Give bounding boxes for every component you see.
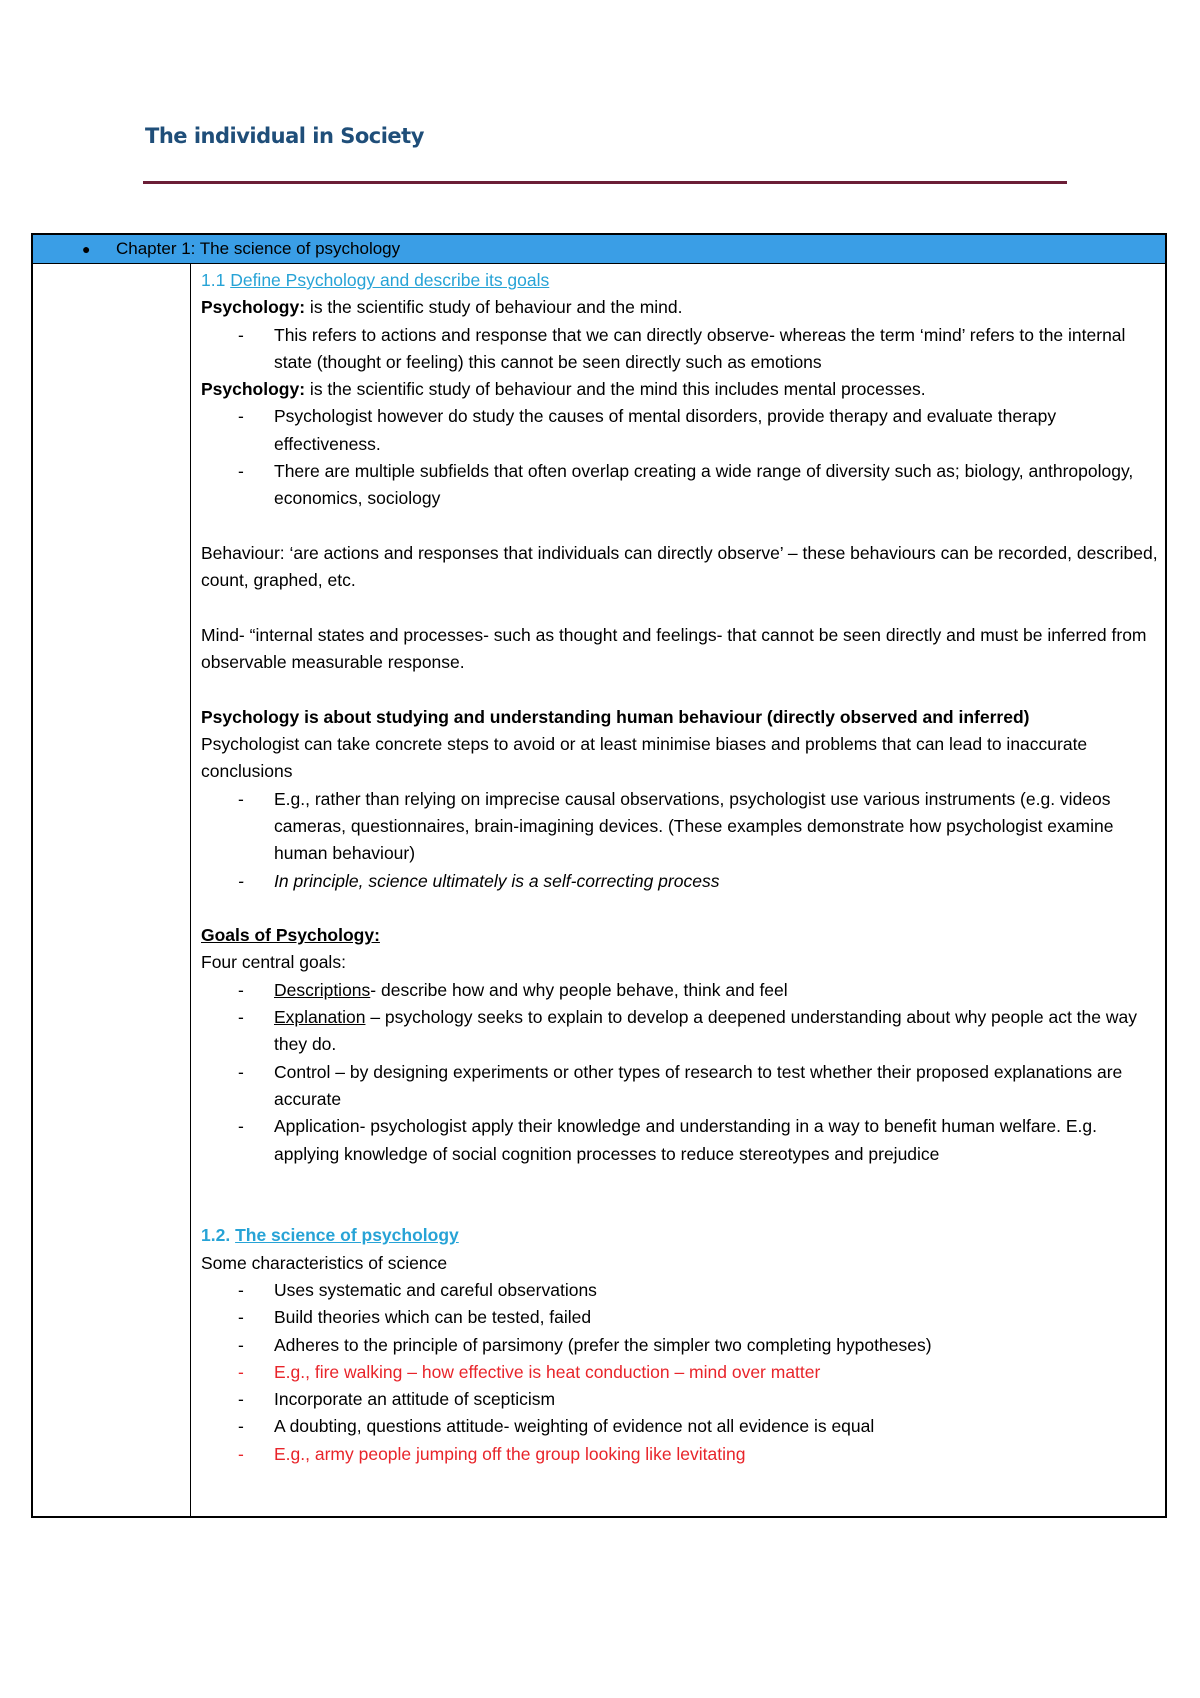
behaviour-paragraph: Behaviour: ‘are actions and responses that individuals can directly observe’ – these behaviours can be recorded, described, count, graphed, etc. [201, 542, 1158, 591]
goal-text: – psychology seeks to explain to develop a deepened understanding about why people act the way they do. [274, 1007, 1137, 1055]
goals-list [201, 977, 1161, 1168]
goal-text: - describe how and why people behave, think and feel [370, 979, 788, 1000]
bullet-icon: ● [82, 241, 91, 257]
document-title: The individual in Society [145, 124, 424, 148]
definition-text: is the scientific study of behaviour and the mind. [305, 297, 683, 318]
list-item: - Control – by designing experiments or other types of research to test whether their proposed explanations are accurate [274, 1059, 1161, 1114]
goal-term: Descriptions [274, 979, 371, 1000]
left-column-cell [33, 264, 191, 1516]
list-item: - This refers to actions and response that we can directly observe- whereas the term ‘mind’ refers to the internal state (thought or feeling) this cannot be seen directly such as emotions [274, 322, 1161, 377]
list-item: - Incorporate an attitude of scepticism [274, 1386, 1161, 1413]
definition-text: is the scientific study of behaviour and the mind this includes mental processes. [305, 379, 926, 400]
section-number: 1.1 [201, 270, 226, 290]
mind-paragraph: Mind- “internal states and processes- such as thought and feelings- that cannot be seen directly and must be inferred from observable measurable response. [201, 624, 1147, 673]
section-title-link[interactable]: The science of psychology [235, 1225, 459, 1246]
title-rule [143, 181, 1067, 184]
section-heading-1-2 [201, 1222, 1161, 1249]
term: Psychology: [201, 379, 306, 400]
definition-paragraph [201, 294, 1161, 321]
bold-statement [201, 704, 1161, 731]
goals-heading [201, 922, 1161, 949]
bullet-list [201, 322, 1161, 377]
characteristics-list [201, 1277, 1161, 1468]
list-item: - E.g., fire walking – how effective is heat conduction – mind over matter [274, 1359, 1161, 1386]
list-item: - There are multiple subfields that often overlap creating a wide range of diversity such as; biology, anthropology, economics, sociology [274, 458, 1161, 513]
list-item: - Application- psychologist apply their knowledge and understanding in a way to benefit human welfare. E.g. applying knowledge of social cognition processes to reduce stereotypes and prejudice [274, 1113, 1161, 1168]
list-item: - Psychologist however do study the causes of mental disorders, provide therapy and evaluate therapy effectiveness. [274, 403, 1161, 458]
bold-text: Psychology is about studying and understanding human behaviour (directly observed and inferred) [201, 706, 1030, 727]
content-cell [201, 267, 1161, 1468]
list-item [274, 1004, 1161, 1059]
section-heading-1-1 [201, 267, 1161, 294]
term: Psychology: [201, 297, 306, 318]
list-item: - Uses systematic and careful observations [274, 1277, 1161, 1304]
notes-table [31, 233, 1167, 1518]
bullet-list [201, 403, 1161, 512]
bullet-list [201, 786, 1161, 895]
list-item: - E.g., army people jumping off the group looking like levitating [274, 1441, 1161, 1468]
chapter-label: Chapter 1: The science of psychology [116, 239, 401, 258]
goal-term: Explanation [274, 1007, 366, 1028]
goals-intro: Four central goals: [201, 952, 346, 973]
section-number: 1.2. [201, 1225, 231, 1246]
list-item: - E.g., rather than relying on imprecise causal observations, psychologist use various instruments (e.g. videos cameras, questionnaires, brain-imagining devices. (These examples demonstrate how psychologist examine human behaviour) [274, 786, 1161, 868]
list-item: - A doubting, questions attitude- weighting of evidence not all evidence is equal [274, 1413, 1161, 1440]
list-item: - Build theories which can be tested, failed [274, 1304, 1161, 1331]
paragraph: Some characteristics of science [201, 1252, 448, 1273]
goals-heading-text: Goals of Psychology: [201, 925, 380, 946]
section-title-link[interactable]: Define Psychology and describe its goals [230, 270, 550, 290]
paragraph: Psychologist can take concrete steps to avoid or at least minimise biases and problems that can lead to inaccurate conclusions [201, 734, 1088, 782]
list-item [274, 977, 1161, 1004]
definition-paragraph [201, 376, 1161, 403]
list-item: - Adheres to the principle of parsimony (prefer the simpler two completing hypotheses) [274, 1332, 1161, 1359]
chapter-header-row [33, 235, 1165, 264]
list-item: - In principle, science ultimately is a self-correcting process [274, 868, 1161, 895]
